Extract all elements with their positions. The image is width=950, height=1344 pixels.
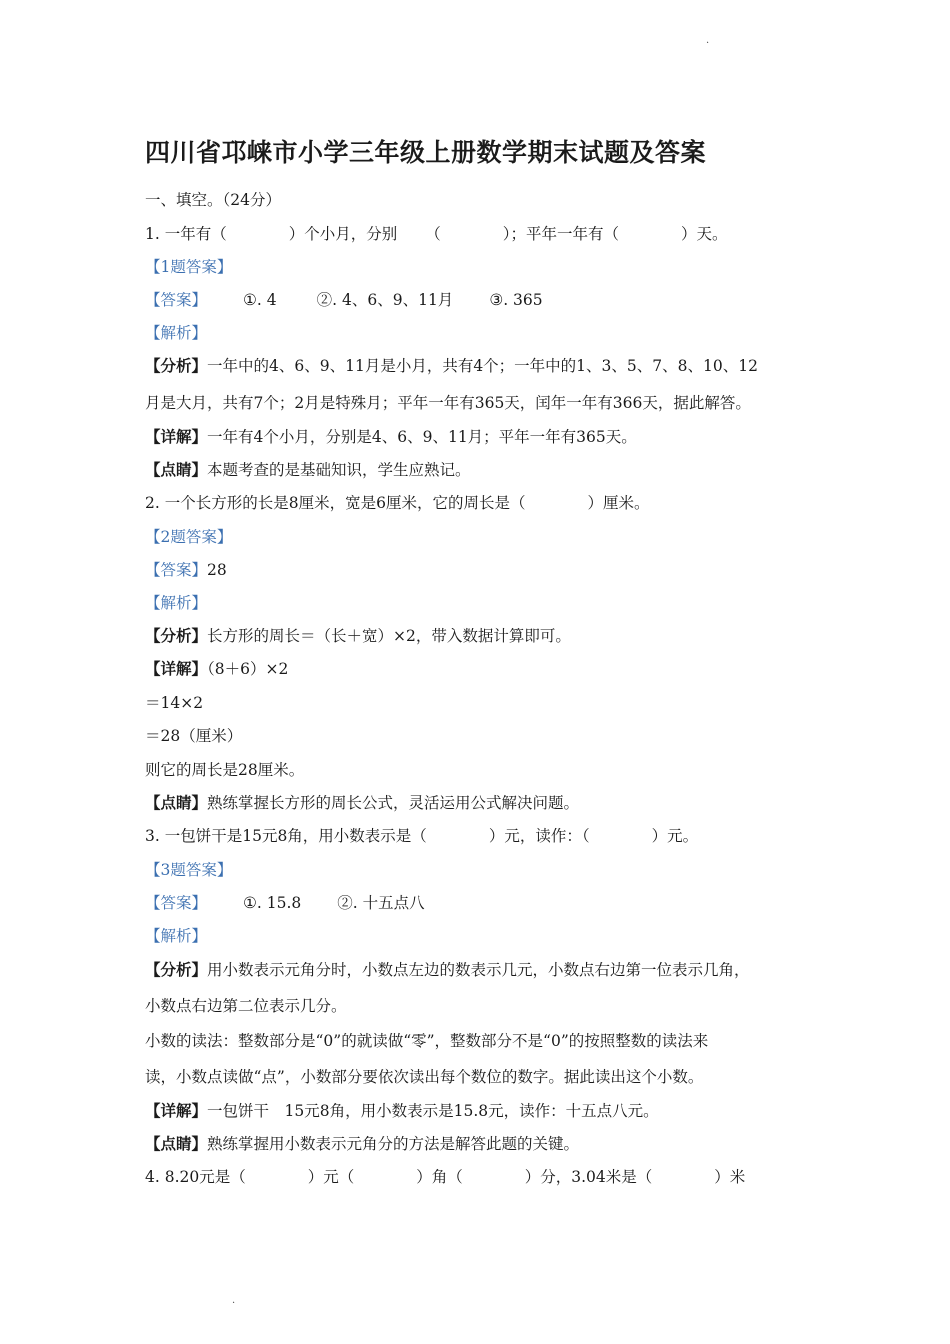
answer-label: 【答案】 xyxy=(145,291,208,309)
answer-label: 【答案】 xyxy=(145,894,208,912)
q3-answer-1: ①. 15.8 xyxy=(243,894,302,912)
q2-answer-value: 28 xyxy=(207,561,227,579)
q3-fenxi-text-1: 用小数表示元角分时，小数点左边的数表示几元，小数点右边第一位表示几角， xyxy=(207,961,750,979)
q3-fenxi-text-2: 小数点右边第二位表示几分。 xyxy=(145,997,347,1015)
q1-answer-tag: 【1题答案】 xyxy=(145,258,233,276)
answer-label: 【答案】 xyxy=(145,561,208,579)
q4-text-a: 4. 8.20元是（ xyxy=(145,1168,246,1186)
q1-xiangjie-text: 一年有4个小月，分别是4、6、9、11月；平年一年有365天。 xyxy=(207,428,637,446)
q1-analysis-tag: 【解析】 xyxy=(145,324,208,342)
q2-dianjing xyxy=(145,793,579,813)
q2-step-2: ＝28（厘米） xyxy=(145,727,243,745)
q2-xiangjie xyxy=(145,659,288,679)
q3-text-b: ）元，读作：（ xyxy=(488,827,590,845)
page-title: 四川省邛崃市小学三年级上册数学期末试题及答案 xyxy=(145,138,707,167)
q2-answer xyxy=(145,560,227,580)
q3-text-c: ）元。 xyxy=(651,827,699,845)
q1-answer-1: ①. 4 xyxy=(243,291,277,309)
dianjing-label: 【点睛】 xyxy=(145,460,208,479)
q4-text-e: ）米 xyxy=(714,1168,746,1186)
q1-text-e: ）天。 xyxy=(681,225,728,243)
q3-answer-tag: 【3题答案】 xyxy=(145,861,233,879)
q1-xiangjie xyxy=(145,427,637,447)
q3-text-a: 3. 一包饼干是15元8角，用小数表示是（ xyxy=(145,827,427,845)
q1-text-c: （ xyxy=(425,225,441,243)
fenxi-label: 【分析】 xyxy=(145,356,208,375)
fenxi-label: 【分析】 xyxy=(145,960,208,979)
xiangjie-label: 【详解】 xyxy=(145,1101,208,1120)
q2-text-b: ）厘米。 xyxy=(587,494,650,512)
question-1 xyxy=(145,224,728,244)
xiangjie-label: 【详解】 xyxy=(145,427,208,446)
q1-fenxi-text-2: 月是大月，共有7个；2月是特殊月；平年一年有365天，闰年一年有366天，据此解答。 xyxy=(145,394,751,412)
question-3 xyxy=(145,826,698,846)
q3-dianjing-text: 熟练掌握用小数表示元角分的方法是解答此题的关键。 xyxy=(207,1135,580,1153)
q3-reading-rule-1: 小数的读法：整数部分是“0”的就读做“零”，整数部分不是“0”的按照整数的读法来 xyxy=(145,1032,709,1050)
q2-conclusion: 则它的周长是28厘米。 xyxy=(145,761,305,779)
q1-answer xyxy=(145,290,543,310)
q4-text-d: ）分，3.04米是（ xyxy=(524,1168,653,1186)
q4-text-b: ）元（ xyxy=(307,1168,355,1186)
header-mark: · xyxy=(706,38,710,49)
q3-xiangjie-text: 一包饼干 15元8角，用小数表示是15.8元，读作：十五点八元。 xyxy=(207,1102,659,1120)
q3-analysis-tag: 【解析】 xyxy=(145,927,208,945)
q2-text-a: 2. 一个长方形的长是8厘米，宽是6厘米，它的周长是（ xyxy=(145,494,526,512)
q1-answer-3: ③. 365 xyxy=(489,291,543,309)
q2-xiangjie-text: （8＋6）×2 xyxy=(207,660,289,678)
q3-fenxi xyxy=(145,960,750,980)
q2-answer-tag: 【2题答案】 xyxy=(145,528,233,546)
q1-fenxi xyxy=(145,356,758,376)
q3-answer-2: ②. 十五点八 xyxy=(337,894,425,912)
q2-dianjing-text: 熟练掌握长方形的周长公式，灵活运用公式解决问题。 xyxy=(207,794,580,812)
footer-mark: · xyxy=(232,1298,236,1309)
q3-reading-rule-2: 读，小数点读做“点”，小数部分要依次读出每个数位的数字。据此读出这个小数。 xyxy=(145,1068,704,1086)
question-4 xyxy=(145,1167,745,1187)
fenxi-label: 【分析】 xyxy=(145,626,208,645)
q1-fenxi-text-1: 一年中的4、6、9、11月是小月，共有4个；一年中的1、3、5、7、8、10、12 xyxy=(207,357,758,375)
q1-answer-2: ②. 4、6、9、11月 xyxy=(316,291,454,309)
question-2 xyxy=(145,493,649,513)
q4-text-c: ）角（ xyxy=(416,1168,463,1186)
q2-fenxi xyxy=(145,626,571,646)
q2-step-1: ＝14×2 xyxy=(145,694,204,712)
q1-dianjing-text: 本题考查的是基础知识，学生应熟记。 xyxy=(207,461,471,479)
q1-text-d: ）；平年一年有（ xyxy=(502,225,620,243)
q3-dianjing xyxy=(145,1134,579,1154)
q1-text-b: ）个小月，分别 xyxy=(288,225,398,243)
dianjing-label: 【点睛】 xyxy=(145,1134,208,1153)
q2-analysis-tag: 【解析】 xyxy=(145,594,208,612)
q2-fenxi-text: 长方形的周长＝（长＋宽）×2，带入数据计算即可。 xyxy=(207,627,571,645)
xiangjie-label: 【详解】 xyxy=(145,659,208,678)
dianjing-label: 【点睛】 xyxy=(145,793,208,812)
q1-dianjing xyxy=(145,460,471,480)
q3-xiangjie xyxy=(145,1101,659,1121)
q3-answer xyxy=(145,893,425,913)
section-heading: 一、填空。（24分） xyxy=(145,191,281,209)
q1-text-a: 1. 一年有（ xyxy=(145,225,227,243)
